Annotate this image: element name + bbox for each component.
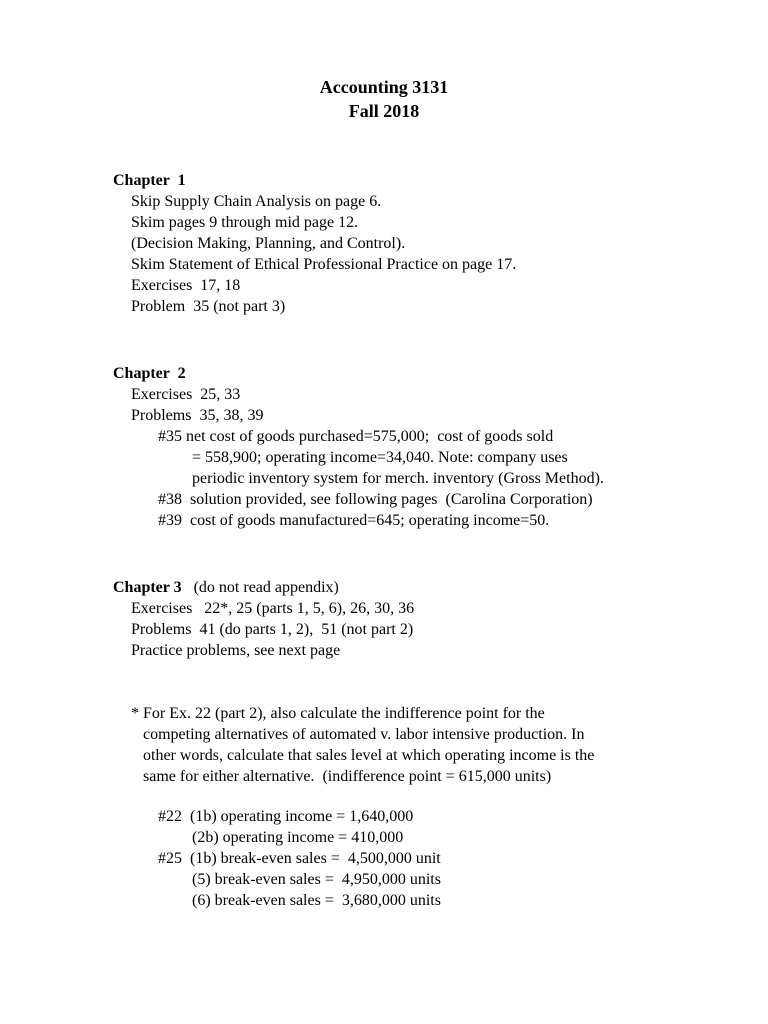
chapter-3-answer-22: (2b) operating income = 410,000 — [192, 829, 404, 846]
chapter-1-line: Exercises 17, 18 — [131, 277, 241, 294]
chapter-1-line: Skim pages 9 through mid page 12. — [131, 214, 359, 231]
chapter-2-problem-35-answer: periodic inventory system for merch. inventory (Gross Method). — [192, 470, 604, 487]
chapter-3-answer-25: #25 (1b) break-even sales = 4,500,000 unit — [158, 850, 441, 867]
chapter-3-problems: Problems 41 (do parts 1, 2), 51 (not part 2) — [131, 621, 414, 638]
term-title: Fall 2018 — [348, 101, 420, 121]
chapter-2-problem-38-answer: #38 solution provided, see following pages (Carolina Corporation) — [158, 491, 593, 508]
chapter-3-heading-line — [113, 577, 339, 598]
chapter-2-exercises: Exercises 25, 33 — [131, 386, 241, 403]
chapter-3-exercises: Exercises 22*, 25 (parts 1, 5, 6), 26, 30, 36 — [131, 600, 415, 617]
chapter-3-heading: Chapter 3 — [113, 579, 182, 596]
chapter-2-heading: Chapter 2 — [113, 365, 186, 382]
chapter-1-heading: Chapter 1 — [113, 172, 186, 189]
chapter-3-footnote: other words, calculate that sales level at which operating income is the — [143, 747, 595, 764]
chapter-3-footnote: * For Ex. 22 (part 2), also calculate the indifference point for the — [131, 705, 545, 722]
chapter-3-answer-25: (6) break-even sales = 3,680,000 units — [192, 892, 441, 909]
course-title: Accounting 3131 — [319, 77, 449, 97]
chapter-2-problem-35-answer: = 558,900; operating income=34,040. Note: company uses — [192, 449, 568, 466]
chapter-1-line: (Decision Making, Planning, and Control). — [131, 235, 406, 252]
chapter-3-practice: Practice problems, see next page — [131, 642, 341, 659]
chapter-2-problem-39-answer: #39 cost of goods manufactured=645; operating income=50. — [158, 512, 550, 529]
chapter-3-footnote: competing alternatives of automated v. labor intensive production. In — [143, 726, 585, 743]
chapter-3-answer-25: (5) break-even sales = 4,950,000 units — [192, 871, 441, 888]
chapter-1-line: Skim Statement of Ethical Professional Practice on page 17. — [131, 256, 517, 273]
chapter-2-problems: Problems 35, 38, 39 — [131, 407, 264, 424]
chapter-3-answer-22: #22 (1b) operating income = 1,640,000 — [158, 808, 414, 825]
chapter-2-problem-35-answer: #35 net cost of goods purchased=575,000; cost of goods sold — [158, 428, 554, 445]
chapter-1-line: Problem 35 (not part 3) — [131, 298, 286, 315]
chapter-3-heading-note: (do not read appendix) — [181, 579, 339, 596]
chapter-1-line: Skip Supply Chain Analysis on page 6. — [131, 193, 382, 210]
chapter-3-footnote: same for either alternative. (indifference point = 615,000 units) — [143, 768, 552, 785]
